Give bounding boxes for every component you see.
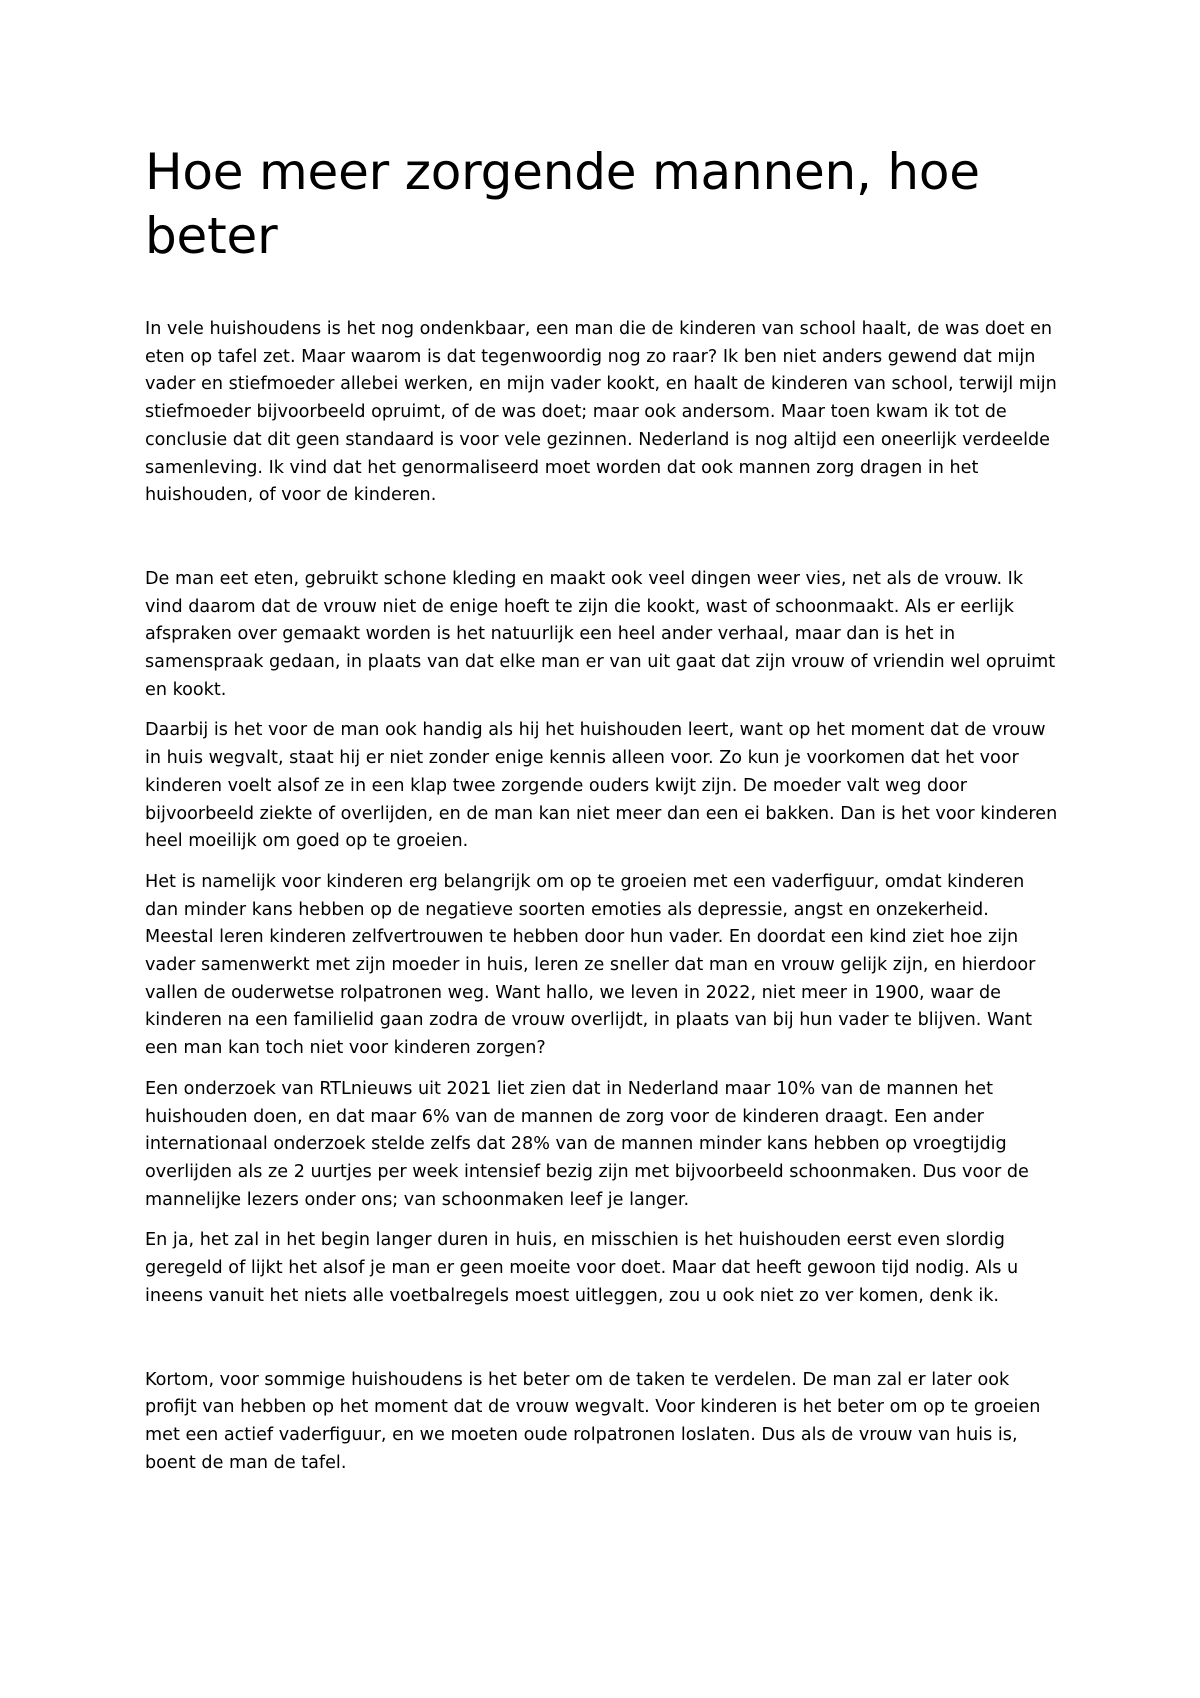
paragraph-spacer bbox=[145, 704, 1060, 717]
paragraph-4: Het is namelijk voor kinderen erg belangrijk om op te groeien met een vaderfiguur, omdat kinderen dan minder kans hebben op de negatieve soorten emoties als depressie, angst en onzekerheid. Meestal leren kinderen zelfvertrouwen te hebben door hun vader. En doordat een kind ziet hoe zijn vader samenwerkt met zijn moeder in huis, leren ze sneller dat man en vrouw gelijk zijn, en hierdoor vallen de ouderwetse rolpatronen weg. Want hallo, we leven in 2022, niet meer in 1900, waar de kinderen na een familielid gaan zodra de vrouw overlijdt, in plaats van bij hun vader te blijven. Want een man kan toch niet voor kinderen zorgen? bbox=[145, 871, 1036, 1059]
paragraph-spacer bbox=[145, 1063, 1060, 1076]
paragraph-6: En ja, het zal in het begin langer duren in huis, en misschien is het huishouden eerst even slordig geregeld of lijkt het alsof je man er geen moeite voor doet. Maar dat heeft gewoon tijd nodig. Als u ineens vanuit het niets alle voetbalregels moest uitleggen, zou u ook niet zo ver komen, denk ik. bbox=[145, 1230, 1019, 1306]
paragraph-5: Een onderzoek van RTLnieuws uit 2021 liet zien dat in Nederland maar 10% van de mannen het huishouden doen, en dat maar 6% van de mannen de zorg voor de kinderen draagt. Een ander internationaal onderzoek stelde zelfs dat 28% van de mannen minder kans hebben op vroegtijdig overlijden als ze 2 uurtjes per week intensief bezig zijn met bijvoorbeeld schoonmaken. Dus voor de mannelijke lezers onder ons; van schoonmaken leef je langer. bbox=[145, 1078, 1029, 1210]
paragraph-spacer bbox=[145, 1311, 1060, 1367]
paragraph-2: De man eet eten, gebruikt schone kleding en maakt ook veel dingen weer vies, net als de vrouw. Ik vind daarom dat de vrouw niet de enige hoeft te zijn die kookt, wast of schoonmaakt. Als er eerlijk afspraken over gemaakt worden is het natuurlijk een heel ander verhaal, maar dan is het in samenspraak gedaan, in plaats van dat elke man er van uit gaat dat zijn vrouw of vriendin wel opruimt en kookt. bbox=[145, 568, 1056, 700]
document-content bbox=[145, 140, 1060, 1477]
document-body bbox=[145, 316, 1060, 1477]
paragraph-spacer bbox=[145, 856, 1060, 869]
document-title: Hoe meer zorgende mannen, hoe beter bbox=[145, 143, 980, 265]
paragraph-spacer bbox=[145, 1214, 1060, 1227]
paragraph-3: Daarbij is het voor de man ook handig als hij het huishouden leert, want op het moment dat de vrouw in huis wegvalt, staat hij er niet zonder enige kennis alleen voor. Zo kun je voorkomen dat het voor kinderen voelt alsof ze in een klap twee zorgende ouders kwijt zijn. De moeder valt weg door bijvoorbeeld ziekte of overlijden, en de man kan niet meer dan een ei bakken. Dan is het voor kinderen heel moeilijk om goed op te groeien. bbox=[145, 720, 1058, 852]
paragraph-intro: In vele huishoudens is het nog ondenkbaar, een man die de kinderen van school haalt, de was doet en eten op tafel zet. Maar waarom is dat tegenwoordig nog zo raar? Ik ben niet anders gewend dat mijn vader en stiefmoeder allebei werken, en mijn vader kookt, en haalt de kinderen van school, terwijl mijn stiefmoeder bijvoorbeeld opruimt, of de was doet; maar ook andersom. Maar toen kwam ik tot de conclusie dat dit geen standaard is voor vele gezinnen. Nederland is nog altijd een oneerlijk verdeelde samenleving. Ik vind dat het genormaliseerd moet worden dat ook mannen zorg dragen in het huishouden, of voor de kinderen. bbox=[145, 319, 1057, 506]
paragraph-spacer bbox=[145, 510, 1060, 566]
paragraph-conclusion: Kortom, voor sommige huishoudens is het beter om de taken te verdelen. De man zal er later ook profijt van hebben op het moment dat de vrouw wegvalt. Voor kinderen is het beter om op te groeien met een actief vaderfiguur, en we moeten oude rolpatronen loslaten. Dus als de vrouw van huis is, boent de man de tafel. bbox=[145, 1369, 1041, 1473]
